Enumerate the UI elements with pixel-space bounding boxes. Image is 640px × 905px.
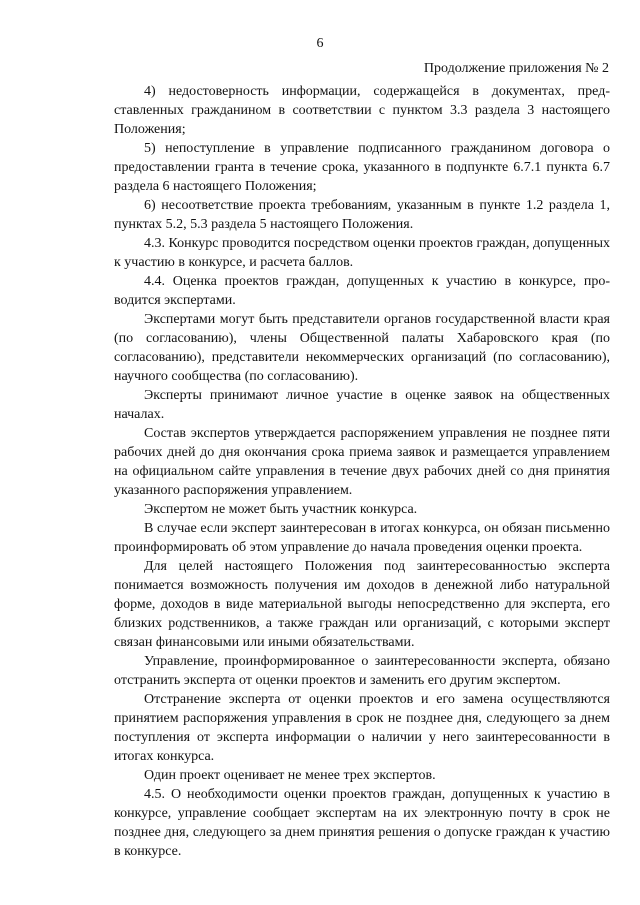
paragraph: В случае если эксперт заинтересован в итогах конкурса, он обязан письменно проинформировать об этом управление до начала проведения оценки проекта.	[114, 521, 610, 555]
paragraph: 4.5. О необходимости оценки проектов граждан, допущенных к участию в конкурсе, управление сообщает экспертам на их электронную почту в срок не позднее дня, следующего за днем принятия решения о допуске граждан к участию в конкурсе.	[114, 787, 610, 859]
paragraph: 4) недостоверность информации, содержащейся в документах, представленных гражданином в соответствии с пунктом 3.3 раздела 3 настоящего Положения;	[114, 84, 610, 137]
document-body	[114, 82, 610, 861]
paragraph: Отстранение эксперта от оценки проектов и его замена осуществляются принятием распоряжения управления в срок не позднее дня, следующего за днем поступления от эксперта информации о наличии у него заинтересованности в итогах конкурса.	[114, 692, 610, 764]
page-number: 6	[316, 36, 324, 51]
paragraph: 4.4. Оценка проектов граждан, допущенных к участию в конкурсе, проводится экспертами.	[114, 274, 610, 308]
paragraph: Состав экспертов утверждается распоряжением управления не позднее пяти рабочих дней до дня окончания срока приема заявок и размещается управлением на официальном сайте управления в течение двух рабочих дней со дня принятия указанного распоряжения управлением.	[114, 426, 610, 498]
paragraph: 4.3. Конкурс проводится посредством оценки проектов граждан, допущенных к участию в конкурсе, и расчета баллов.	[114, 236, 610, 270]
paragraph: 6) несоответствие проекта требованиям, указанным в пункте 1.2 раздела 1, пунктах 5.2, 5.3 раздела 5 настоящего Положения.	[114, 198, 610, 232]
appendix-continuation-label: Продолжение приложения № 2	[423, 61, 609, 76]
paragraph: Управление, проинформированное о заинтересованности эксперта, обязано отстранить эксперта от оценки проектов и заменить его другим экспертом.	[114, 654, 610, 688]
paragraph: Для целей настоящего Положения под заинтересованностью эксперта понимается возможность получения им доходов в денежной либо натуральной форме, доходов в виде материальной выгоды непосредственно для эксперта, его близких родственников, а также граждан или организаций, с которыми эксперт связан финансовыми или иными обязательствами.	[114, 559, 610, 650]
paragraph: 5) непоступление в управление подписанного гражданином договора о предоставлении гранта в течение срока, указанного в подпункте 6.7.1 пункта 6.7 раздела 6 настоящего Положения;	[114, 141, 610, 194]
paragraph: Экспертами могут быть представители органов государственной власти края (по согласованию), члены Общественной палаты Хабаровского края (по согласованию), представители некоммерческих организаций (по согласованию), научного сообщества (по согласованию).	[114, 312, 610, 384]
paragraph: Экспертом не может быть участник конкурса.	[144, 502, 418, 517]
paragraph: Эксперты принимают личное участие в оценке заявок на общественных началах.	[114, 388, 610, 422]
paragraph: Один проект оценивает не менее трех экспертов.	[144, 768, 436, 783]
